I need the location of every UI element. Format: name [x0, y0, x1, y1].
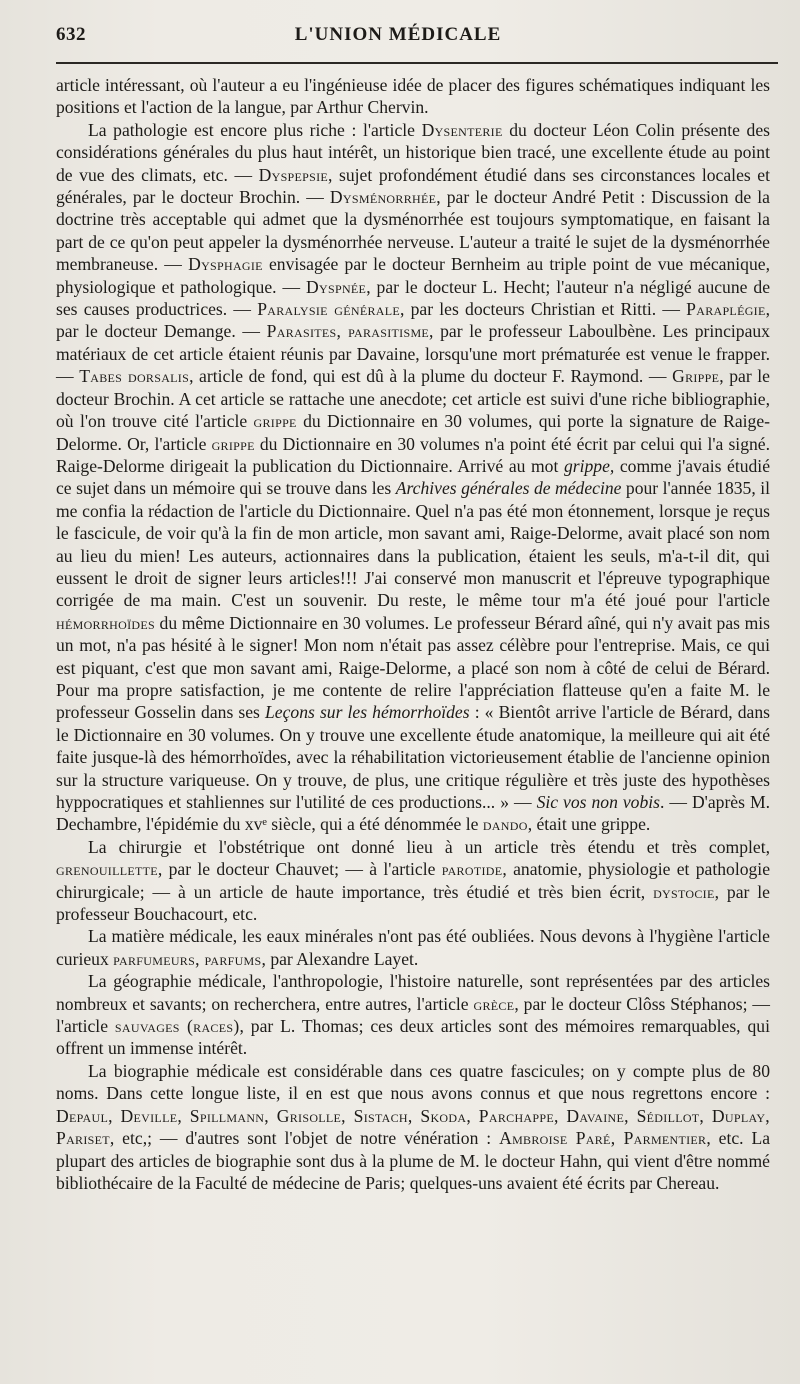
text-run: , par le docteur L. Hecht; l'auteur n'a négligé aucune de ses causes productrices. —: [56, 276, 770, 320]
small-caps-term: Dysenterie: [421, 119, 503, 140]
text-run: . — D'après M. Dechambre, l'épidémie du xvᵉ siècle, qui a été dénommée le: [56, 792, 770, 835]
small-caps-term: grèce: [473, 993, 515, 1014]
text-run: , par le docteur Clôss Stéphanos; — l'article: [56, 993, 770, 1037]
text-run: du Dictionnaire en 30 volumes n'a point été écrit par celui qui l'a signé. Raige-Delorme dirigeait la publication du Dictionnaire. Arrivé au mot: [56, 433, 770, 476]
small-caps-term: parotide: [441, 859, 503, 880]
text-run: , par le docteur Brochin. A cet article se rattache une anecdote; cet article est suivi d'une riche bibliographie, où l'on trouve cité l'article: [56, 366, 770, 432]
paragraph: [56, 119, 770, 836]
paragraph: [56, 970, 770, 1060]
italic-text: Archives générales de médecine: [395, 478, 622, 499]
text-run: La géographie médicale, l'anthropologie, l'histoire naturelle, sont représentées par des articles nombreux et savants; on recherchera, entre autres, l'article: [56, 971, 770, 1014]
text-run: , était une grippe.: [527, 814, 651, 835]
paragraph: [56, 925, 770, 970]
header-rule: [56, 62, 778, 64]
small-caps-term: grippe: [253, 411, 297, 432]
text-run: La pathologie est encore plus riche : l'article: [88, 119, 422, 140]
small-caps-term: dando: [482, 814, 528, 835]
text-run: , article de fond, qui est dû à la plume du docteur F. Raymond. —: [189, 366, 673, 387]
text-run: du docteur Léon Colin présente des considérations générales du plus haut intérêt, un historique bien tracé, une excellente étude au point de vue des climats, etc. —: [56, 119, 770, 185]
text-run: , par L. Thomas; ces deux articles sont des mémoires remarquables, qui offrent un immense intérêt.: [56, 1016, 770, 1059]
small-caps-term: Paralysie générale: [257, 299, 401, 320]
text-run: , par le professeur Bouchacourt, etc.: [56, 881, 770, 925]
small-caps-term: hémorrhoïdes: [56, 612, 155, 633]
paragraph: [56, 1060, 770, 1194]
article-text: [56, 74, 770, 1194]
small-caps-term: Grippe: [672, 366, 720, 387]
italic-text: Leçons sur les hémorrhoïdes: [265, 702, 470, 723]
italic-text: Sic vos non vobis: [536, 792, 660, 812]
small-caps-term: grippe: [211, 433, 255, 454]
text-run: La biographie médicale est considérable dans ces quatre fascicules; on y compte plus de 80 noms. Dans cette longue liste, il en est que nous avons connus et que nous regrettons encore :: [56, 1060, 770, 1104]
small-caps-term: grenouillette: [56, 859, 158, 880]
small-caps-term: Dyspepsie: [258, 164, 329, 185]
text-run: : « Bientôt arrive l'article de Bérard, dans le Dictionnaire en 30 volumes. On y trouve une excellente étude anatomique, la meilleure qui ait été faite jusque-là des hémorrhoïdes, avec la réhabilitation victorieusement établie de l'ancienne opinion sur la structure variqueuse. On y trouve, de plus, une critique régulière et très juste des hypothèses hyppocratiques et stahliennes sur l'utilité de ces productions... » —: [56, 702, 771, 812]
text-run: La matière médicale, les eaux minérales n'ont pas été oubliées. Nous devons à l'hygiène l'article curieux: [56, 926, 770, 969]
text-run: La chirurgie et l'obstétrique ont donné lieu à un article très étendu et très complet,: [88, 836, 770, 857]
text-run: , par Alexandre Layet.: [261, 948, 419, 969]
text-run: envisagée par le docteur Bernheim au triple point de vue mécanique, physiologique et pathologique. —: [56, 254, 770, 297]
small-caps-term: Dysphagie: [188, 254, 263, 275]
running-head: [56, 24, 760, 54]
text-run: , par le docteur Chauvet; — à l'article: [157, 859, 442, 880]
paragraph: [56, 74, 770, 119]
small-caps-term: Dyspnée: [306, 276, 367, 297]
small-caps-term: Paraplégie: [686, 299, 766, 320]
text-run: du Dictionnaire en 30 volumes, qui porte la signature de Raige-Delorme. Or, l'article: [56, 411, 770, 454]
text-run: , par le professeur Laboulbène. Les principaux matériaux de cet article étaient réunis par Davaine, lorsqu'une mort prématurée est venue le frapper. —: [56, 321, 770, 387]
text-run: , sujet profondément étudié dans ses circonstances locales et générales, par le docteur Brochin. —: [56, 164, 770, 208]
small-caps-term: Depaul, Deville, Spillmann, Grisolle, Sistach, Skoda, Parchappe, Davaine, Sédillot, Duplay, Pariset: [56, 1105, 770, 1149]
text-run: , anatomie, physiologie et pathologie chirurgicale; — à un article de haute importance, très étudié et très bien écrit,: [56, 859, 770, 902]
small-caps-term: dystocie: [653, 881, 715, 902]
small-caps-term: Parasites, parasitisme: [266, 321, 430, 342]
text-run: , par le docteur Demange. —: [56, 299, 770, 342]
italic-text: grippe,: [563, 455, 615, 476]
page-number: 632: [56, 24, 86, 45]
text-run: , etc,; — d'autres sont l'objet de notre vénération :: [109, 1128, 500, 1149]
journal-title: L'UNION MÉDICALE: [294, 24, 502, 45]
small-caps-term: parfumeurs, parfums: [113, 948, 262, 969]
small-caps-term: Ambroise Paré, Parmentier: [499, 1128, 707, 1149]
small-caps-term: sauvages (races): [114, 1016, 240, 1037]
small-caps-term: Dysménorrhée: [329, 187, 437, 208]
text-run: article intéressant, où l'auteur a eu l'ingénieuse idée de placer des figures schématiques indiquant les positions et l'action de la langue, par Arthur Chervin.: [56, 75, 770, 118]
text-run: pour l'année 1835, il me confia la rédaction de l'article du Dictionnaire. Quel n'a pas été mon étonnement, lorsque je reçus le fascicule, de voir qu'à la fin de mon article, mon savant ami, Raige-Delorme, avait placé son nom au lieu du mien! Les auteurs, actionnaires dans la publication, étaient les seuls, m'a-t-il dit, qui eussent le droit de signer leurs articles!!! J'ai conservé mon manuscrit et l'épreuve typographique corrigée de ma main. C'est un souvenir. Du reste, le même tour m'a été joué pour l'article: [56, 478, 770, 611]
text-run: , etc. La plupart des articles de biographie sont dus à la plume de M. le docteur Hahn, qui vient d'être nommé bibliothécaire de la Faculté de médecine de Paris; quelques-uns avaient été écrits par Chereau.: [56, 1128, 771, 1193]
paragraph: [56, 836, 770, 926]
text-run: comme j'avais étudié ce sujet dans un mémoire qui se trouve dans les: [56, 455, 770, 499]
text-run: , par le docteur André Petit : Discussion de la doctrine très acceptable qui admet que la dysménorrhée est toujours symptomatique, en faisant la part de ce qu'on peut appeler la dysménorrhée nerveuse. L'auteur a traité le sujet de la dysménorrhée membraneuse. —: [56, 187, 770, 275]
small-caps-term: Tabes dorsalis: [79, 366, 190, 387]
text-run: du même Dictionnaire en 30 volumes. Le professeur Bérard aîné, qui n'y avait pas mis un mot, n'a pas hésité à le signer! Mon nom n'était pas assez célèbre pour l'entreprise. Mais, ce qui est piquant, c'est que mon savant ami, Raige-Delorme, a placé son nom à côté de celui de Bérard. Pour ma propre satisfaction, je me contente de relire l'appréciation flatteuse qu'en a faite M. le professeur Gosselin dans ses: [56, 612, 770, 723]
text-run: , par les docteurs Christian et Ritti. —: [400, 299, 687, 320]
